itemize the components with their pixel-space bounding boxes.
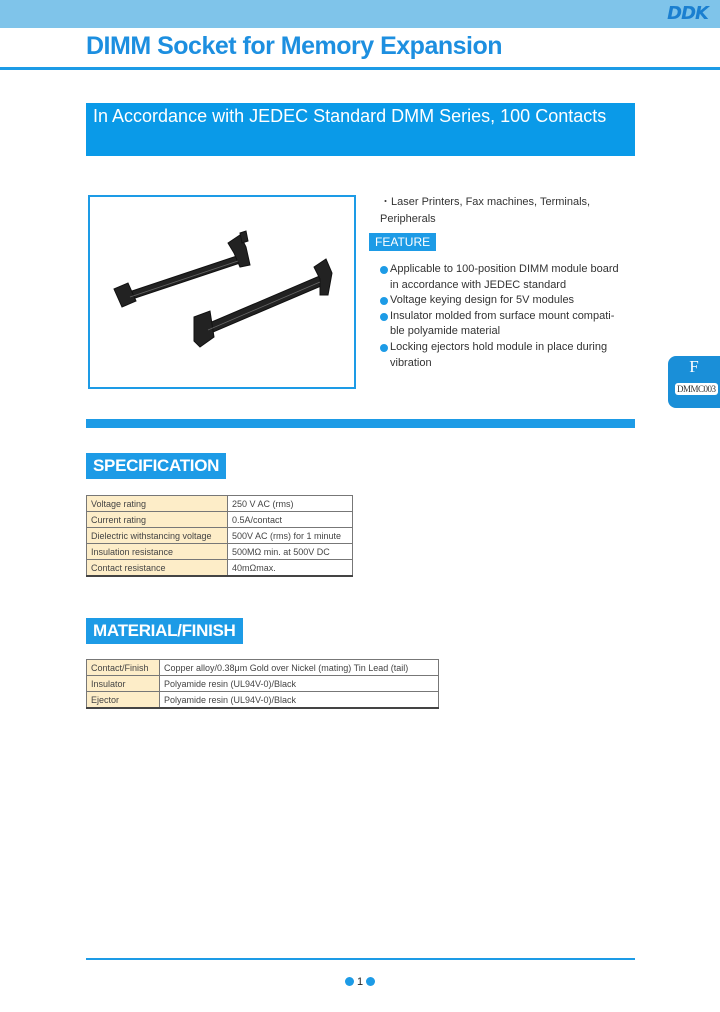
dimm-socket-image [90,197,354,387]
section-divider [86,419,635,428]
spec-label: Current rating [87,512,228,528]
feature-label: FEATURE [369,233,436,251]
specification-table [86,495,353,577]
feature-list [380,262,628,371]
feature-item: Insulator molded from surface mount compati-ble polyamide material [380,309,628,340]
spec-label: Contact resistance [87,560,228,577]
spec-label: Insulation resistance [87,544,228,560]
table-row [87,676,439,692]
table-row [87,528,353,544]
footer-rule [86,958,635,960]
material-label: Insulator [87,676,160,692]
spec-value: 0.5A/contact [228,512,353,528]
spec-label: Dielectric withstancing voltage [87,528,228,544]
material-value: Polyamide resin (UL94V-0)/Black [160,692,439,709]
product-photo [88,195,356,389]
bullet-dot-icon [366,977,375,986]
material-title: MATERIAL/FINISH [86,618,243,644]
top-bar [0,0,720,28]
table-row [87,692,439,709]
series-banner: In Accordance with JEDEC Standard DMM Series, 100 Contacts [86,103,635,156]
spec-value: 250 V AC (rms) [228,496,353,512]
title-underline [0,67,720,70]
spec-value: 500MΩ min. at 500V DC [228,544,353,560]
material-label: Ejector [87,692,160,709]
ddk-logo: DDK [667,3,708,24]
section-side-tab [668,356,720,408]
socket-1-left-ejector [114,283,136,307]
spec-value: 40mΩmax. [228,560,353,577]
bullet-dot-icon [345,977,354,986]
table-row [87,512,353,528]
feature-item: Applicable to 100-position DIMM module board in accordance with JEDEC standard [380,262,628,293]
socket-2-body [200,275,328,335]
feature-item: Locking ejectors hold module in place during vibration [380,340,628,371]
material-label: Contact/Finish [87,660,160,676]
feature-item: Voltage keying design for 5V modules [380,293,628,309]
page-number-text: 1 [356,976,364,988]
table-row [87,496,353,512]
page-title: DIMM Socket for Memory Expansion [86,32,503,60]
applications-list: ・Laser Printers, Fax machines, Terminals, Peripherals [380,196,591,225]
side-tab-letter: F [689,357,699,376]
specification-title: SPECIFICATION [86,453,226,479]
table-row [87,560,353,577]
table-row [87,660,439,676]
side-tab-code: DMMC003 [677,384,716,394]
table-row [87,544,353,560]
material-value: Copper alloy/0.38μm Gold over Nickel (mating) Tin Lead (tail) [160,660,439,676]
material-value: Polyamide resin (UL94V-0)/Black [160,676,439,692]
spec-label: Voltage rating [87,496,228,512]
spec-value: 500V AC (rms) for 1 minute [228,528,353,544]
material-table [86,659,439,709]
page-number [0,976,720,988]
